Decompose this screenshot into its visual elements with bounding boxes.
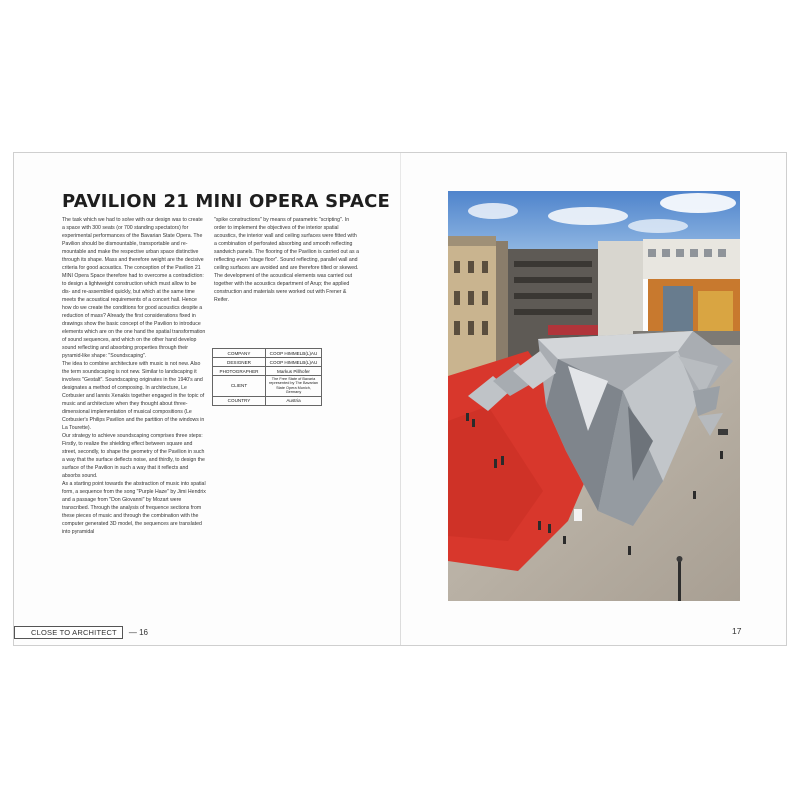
body-paragraph: Our strategy to achieve soundscaping comprises three steps: Firstly, to realize the shielding effect between square and street, secondly, to shape the geometry of the Pavilion in such a way that the surface deflects noise, and thirdly, to design the surface of the Pavilion in such a way that it reflects and absorbs sound. <box>62 433 205 479</box>
credits-value: COOP HIMMELB(L)AU <box>266 358 322 367</box>
cloud <box>660 193 736 213</box>
credits-key: CLIENT <box>213 376 266 397</box>
credits-row <box>213 367 322 376</box>
pavilion-photo <box>448 191 740 601</box>
body-column-right <box>214 216 361 304</box>
pavilion-photo-illustration <box>448 191 740 601</box>
book-spread <box>13 152 787 646</box>
body-paragraph: As a starting point towards the abstraction of music into spatial form, a sequence from the song "Purple Haze" by Jimi Hendrix and a passage from "Don Giovanni" by Mozart were transcribed. Through the analysis of frequence sections from these pieces of music and through the combination with the computer generated 3D model, the sequences are translated into pyramidal <box>62 481 206 535</box>
body-paragraph: The development of the acoustical elements was carried out together with the acoustics department of Arup; the applied construction and materials were worked out with Frener & Reifer. <box>214 273 353 303</box>
credits-row <box>213 349 322 358</box>
white-building <box>643 239 740 279</box>
page-number-left: — 16 <box>128 627 148 637</box>
credits-value: COOP HIMMELB(L)AU <box>266 349 322 358</box>
page-number-right: 17 <box>732 626 742 636</box>
credits-value: The Free State of Bavaria represented by The Bavarian State Opera Munich, Germany <box>266 376 322 397</box>
page-fold <box>400 153 401 645</box>
sign-board <box>574 509 582 521</box>
body-paragraph: "spike constructions" by means of parametric "scripting". In order to implement the objectives of the interior spatial acoustics, the interior wall and ceiling surfaces were fitted with a combination of perforated absorbing and smooth reflecting sandwich panels. The flooring of the Pavilion is carried out as a reflecting even "stage floor". Sound reflecting, parallel wall and ceiling surfaces are avoided and are therefore tilted or skewed. <box>214 217 359 271</box>
credits-value: Austria <box>266 396 322 405</box>
body-paragraph: The task which we had to solve with our design was to create a space with 300 seats (or 700 standing spectators) for experimental performances of the Bavarian State Opera. The Pavilion should be dismountable, transportable and re-mountable and make the respective urban space distinctive through its shape. Mass and therefore weight are the decisive criteria for good acoustics. The conception of the Pavilion 21 MINI Opera Space therefore had to overcome a contradiction: to design a lightweight construction which must allow to be dis- and re-assembled quickly, but which at the same time meets the acoustical requirements of a concert hall. Hence how do we create the conditions for good acoustics despite a reduction of mass? Already the first considerations fixed in drawings show the basic concept of the Pavilion to introduce elements which are on the one hand the spatial transformation of sound sequences, and which on the other hand develop sound reflecting and absorbing properties through their pyramid-like shape: "Soundscaping". <box>62 217 206 359</box>
brand-label: CLOSE TO ARCHITECT <box>14 626 123 639</box>
body-column-left <box>62 216 206 536</box>
cloud <box>468 203 518 219</box>
credits-row <box>213 376 322 397</box>
street-lamp <box>678 561 681 601</box>
bench <box>718 429 728 435</box>
credits-key: PHOTOGRAPHER <box>213 367 266 376</box>
cloud <box>548 207 628 225</box>
credits-row <box>213 396 322 405</box>
credits-key: COMPANY <box>213 349 266 358</box>
credits-row <box>213 358 322 367</box>
credits-key: COUNTRY <box>213 396 266 405</box>
body-paragraph: The idea to combine architecture with music is not new. Also the term soundscaping is not new. Similar to landscaping it involves "Gestalt". Soundscaping originates in the 1940's and designates a method of composing. In architecture, Le Corbusier and Iannis Xenakis together engaged in the topic of music and architecture when they thought about three-dimensional implementation of musical compositions (Le Corbusier's Philips Pavilion and the partition of the windows in La Tourette). <box>62 361 205 431</box>
credits-value: Markus Pillhofer <box>266 367 322 376</box>
credits-table <box>212 348 322 406</box>
modern-building <box>598 241 643 341</box>
credits-key: DESIGNER <box>213 358 266 367</box>
article-title: PAVILION 21 MINI OPERA SPACE <box>62 191 391 212</box>
cloud <box>628 219 688 233</box>
footer-left <box>14 625 148 639</box>
